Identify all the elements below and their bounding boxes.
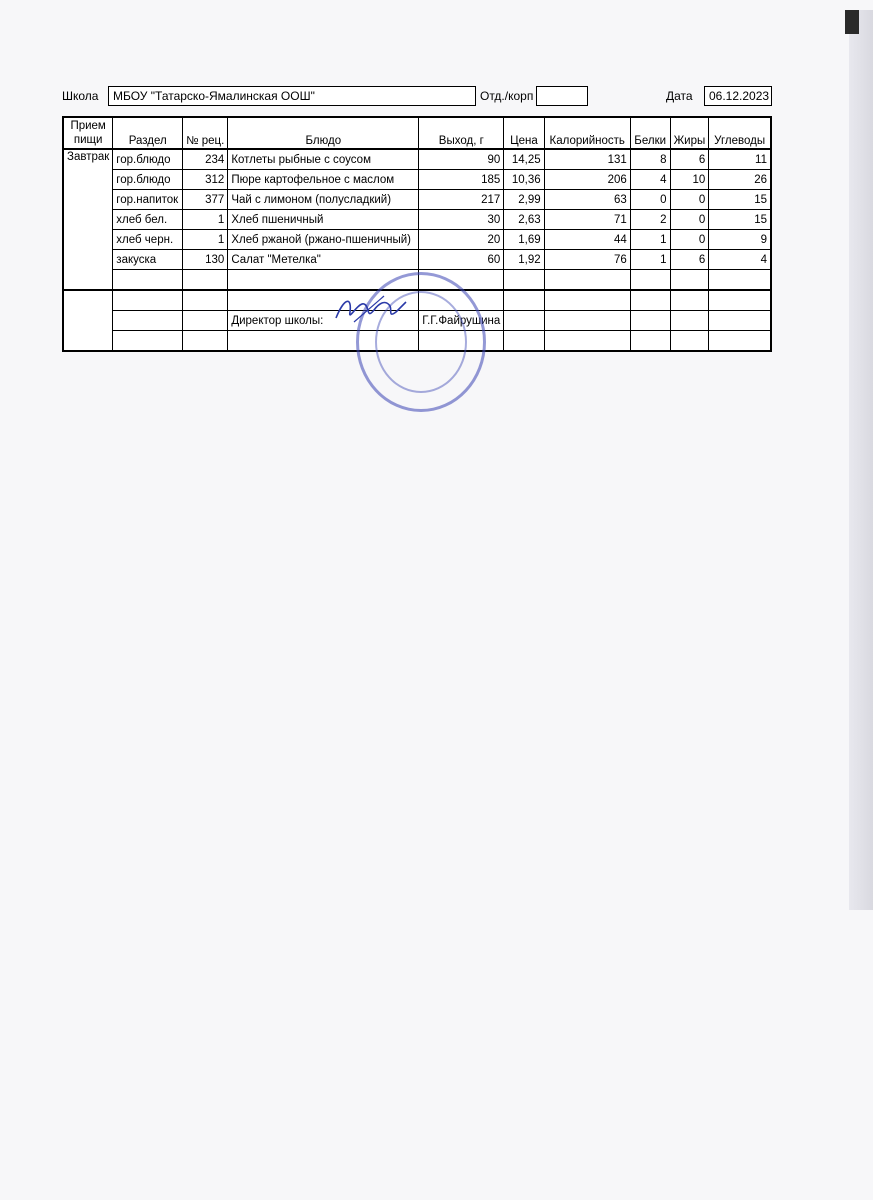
recipe-cell: 234	[183, 149, 228, 170]
header-output: Выход, г	[419, 117, 504, 149]
school-name-field: МБОУ "Татарско-Ямалинская ООШ"	[108, 86, 476, 106]
recipe-cell: 1	[183, 210, 228, 230]
carbs-cell: 11	[709, 149, 771, 170]
calories-cell: 71	[544, 210, 630, 230]
dish-cell: Котлеты рыбные с соусом	[228, 149, 419, 170]
recipe-cell: 1	[183, 230, 228, 250]
calories-cell: 76	[544, 250, 630, 270]
output-cell: 185	[419, 170, 504, 190]
section-cell: закуска	[113, 250, 183, 270]
recipe-cell: 130	[183, 250, 228, 270]
carbs-cell: 26	[709, 170, 771, 190]
section-cell: хлеб бел.	[113, 210, 183, 230]
fat-cell: 10	[670, 170, 709, 190]
header-protein: Белки	[630, 117, 670, 149]
dish-cell: Пюре картофельное с маслом	[228, 170, 419, 190]
dish-cell: Чай с лимоном (полусладкий)	[228, 190, 419, 210]
table-header-row	[63, 117, 771, 149]
dish-cell: Салат "Метелка"	[228, 250, 419, 270]
fat-cell: 0	[670, 190, 709, 210]
signature-image	[330, 292, 410, 328]
price-cell: 2,99	[504, 190, 544, 210]
meal-cell: Завтрак	[63, 149, 113, 290]
carbs-cell: 15	[709, 190, 771, 210]
school-label: Школа	[62, 89, 99, 103]
protein-cell: 4	[630, 170, 670, 190]
price-cell: 1,92	[504, 250, 544, 270]
dept-field	[536, 86, 588, 106]
carbs-cell: 4	[709, 250, 771, 270]
header-fat: Жиры	[670, 117, 709, 149]
section-cell: гор.блюдо	[113, 170, 183, 190]
recipe-cell: 312	[183, 170, 228, 190]
director-label: Директор школы:	[228, 311, 419, 331]
dish-cell: Хлеб пшеничный	[228, 210, 419, 230]
table-row	[63, 250, 771, 270]
calories-cell: 206	[544, 170, 630, 190]
table-row	[63, 230, 771, 250]
table-row	[63, 149, 771, 170]
section-cell: гор.напиток	[113, 190, 183, 210]
fat-cell: 0	[670, 210, 709, 230]
document-header	[62, 86, 772, 108]
director-name: Г.Г.Файрушина	[419, 311, 504, 331]
protein-cell: 0	[630, 190, 670, 210]
calories-cell: 44	[544, 230, 630, 250]
header-section: Раздел	[113, 117, 183, 149]
header-price: Цена	[504, 117, 544, 149]
protein-cell: 2	[630, 210, 670, 230]
fat-cell: 0	[670, 230, 709, 250]
date-label: Дата	[666, 89, 693, 103]
date-field: 06.12.2023	[704, 86, 772, 106]
output-cell: 30	[419, 210, 504, 230]
scan-edge-mark	[845, 10, 859, 34]
scan-edge	[849, 10, 873, 910]
header-recipe: № рец.	[183, 117, 228, 149]
output-cell: 60	[419, 250, 504, 270]
table-row	[63, 210, 771, 230]
output-cell: 90	[419, 149, 504, 170]
header-calories: Калорийность	[544, 117, 630, 149]
price-cell: 14,25	[504, 149, 544, 170]
protein-cell: 1	[630, 250, 670, 270]
calories-cell: 63	[544, 190, 630, 210]
fat-cell: 6	[670, 149, 709, 170]
price-cell: 2,63	[504, 210, 544, 230]
header-dish: Блюдо	[228, 117, 419, 149]
calories-cell: 131	[544, 149, 630, 170]
fat-cell: 6	[670, 250, 709, 270]
price-cell: 1,69	[504, 230, 544, 250]
output-cell: 20	[419, 230, 504, 250]
dish-cell: Хлеб ржаной (ржано-пшеничный)	[228, 230, 419, 250]
table-row	[63, 170, 771, 190]
price-cell: 10,36	[504, 170, 544, 190]
carbs-cell: 9	[709, 230, 771, 250]
table-row	[63, 190, 771, 210]
header-carbs: Углеводы	[709, 117, 771, 149]
dept-label: Отд./корп	[480, 89, 534, 103]
protein-cell: 8	[630, 149, 670, 170]
protein-cell: 1	[630, 230, 670, 250]
section-cell: хлеб черн.	[113, 230, 183, 250]
header-meal: Прием пищи	[63, 117, 113, 149]
recipe-cell: 377	[183, 190, 228, 210]
output-cell: 217	[419, 190, 504, 210]
section-cell: гор.блюдо	[113, 149, 183, 170]
carbs-cell: 15	[709, 210, 771, 230]
